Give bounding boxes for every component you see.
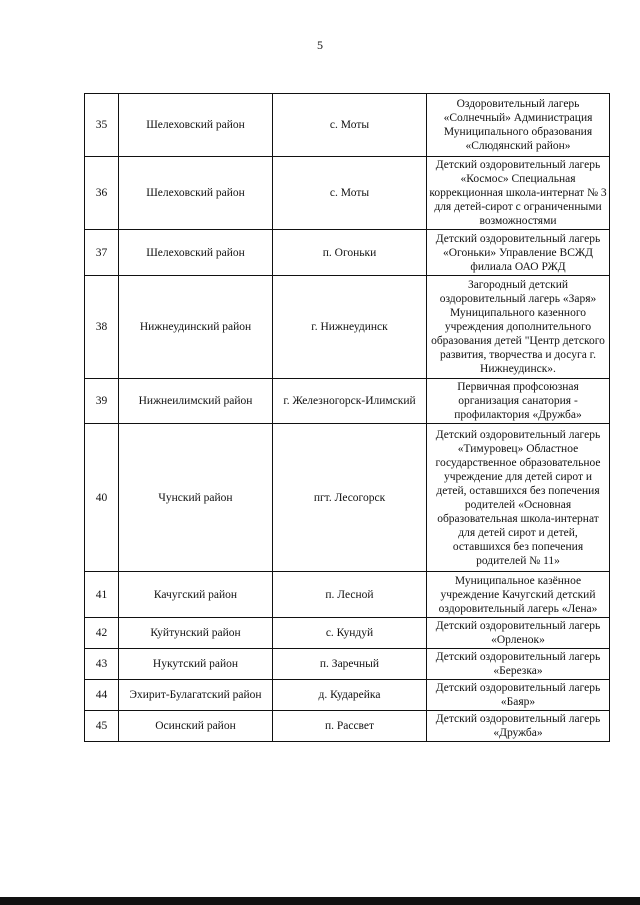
organization-cell: Детский оздоровительный лагерь «Огоньки» Управление ВСЖД филиала ОАО РЖД bbox=[427, 230, 610, 276]
district-cell: Нижнеудинский район bbox=[119, 276, 273, 379]
organization-cell: Детский оздоровительный лагерь «Космос» Специальная коррекционная школа-интернат № 3 для детей-сирот с ограниченными возможностями bbox=[427, 157, 610, 230]
table-row bbox=[85, 94, 610, 157]
table-row bbox=[85, 711, 610, 742]
row-number: 43 bbox=[85, 649, 119, 680]
row-number: 35 bbox=[85, 94, 119, 157]
table-row bbox=[85, 379, 610, 424]
district-cell: Нижнеилимский район bbox=[119, 379, 273, 424]
organization-cell: Детский оздоровительный лагерь «Березка» bbox=[427, 649, 610, 680]
locality-cell: д. Кударейка bbox=[273, 680, 427, 711]
district-cell: Шелеховский район bbox=[119, 230, 273, 276]
table-row bbox=[85, 276, 610, 379]
table-row bbox=[85, 424, 610, 572]
table-row bbox=[85, 649, 610, 680]
district-cell: Качугский район bbox=[119, 572, 273, 618]
organization-cell: Детский оздоровительный лагерь «Тимуровец» Областное государственное образовательное учреждение для детей сирот и детей, оставшихся без попечения родителей «Основная образовательная школа-интернат для детей сирот и детей, оставшихся без попечения родителей № 11» bbox=[427, 424, 610, 572]
district-cell: Шелеховский район bbox=[119, 94, 273, 157]
district-cell: Эхирит-Булагатский район bbox=[119, 680, 273, 711]
locality-cell: с. Моты bbox=[273, 157, 427, 230]
locality-cell: пгт. Лесогорск bbox=[273, 424, 427, 572]
organization-cell: Загородный детский оздоровительный лагерь «Заря» Муниципального казенного учреждения дополнительного образования детей "Центр детского развития, творчества и досуга г. Нижнеудинск». bbox=[427, 276, 610, 379]
organization-cell: Детский оздоровительный лагерь «Дружба» bbox=[427, 711, 610, 742]
organization-cell: Детский оздоровительный лагерь «Баяр» bbox=[427, 680, 610, 711]
locality-cell: п. Лесной bbox=[273, 572, 427, 618]
locality-cell: п. Рассвет bbox=[273, 711, 427, 742]
row-number: 45 bbox=[85, 711, 119, 742]
locality-cell: п. Огоньки bbox=[273, 230, 427, 276]
locality-cell: п. Заречный bbox=[273, 649, 427, 680]
table-row bbox=[85, 572, 610, 618]
district-cell: Куйтунский район bbox=[119, 618, 273, 649]
district-cell: Нукутский район bbox=[119, 649, 273, 680]
locality-cell: с. Кундуй bbox=[273, 618, 427, 649]
locality-cell: г. Нижнеудинск bbox=[273, 276, 427, 379]
organization-cell: Муниципальное казённое учреждение Качугский детский оздоровительный лагерь «Лена» bbox=[427, 572, 610, 618]
district-cell: Чунский район bbox=[119, 424, 273, 572]
camps-table bbox=[84, 93, 610, 742]
row-number: 39 bbox=[85, 379, 119, 424]
row-number: 37 bbox=[85, 230, 119, 276]
organization-cell: Оздоровительный лагерь «Солнечный» Администрация Муниципального образования «Слюдянский район» bbox=[427, 94, 610, 157]
page-number: 5 bbox=[317, 38, 323, 52]
district-cell: Осинский район bbox=[119, 711, 273, 742]
organization-cell: Первичная профсоюзная организация санатория - профилактория «Дружба» bbox=[427, 379, 610, 424]
organization-cell: Детский оздоровительный лагерь «Орленок» bbox=[427, 618, 610, 649]
district-cell: Шелеховский район bbox=[119, 157, 273, 230]
row-number: 44 bbox=[85, 680, 119, 711]
table-row bbox=[85, 680, 610, 711]
row-number: 41 bbox=[85, 572, 119, 618]
scan-edge-bar bbox=[0, 897, 640, 905]
locality-cell: с. Моты bbox=[273, 94, 427, 157]
row-number: 42 bbox=[85, 618, 119, 649]
table-row bbox=[85, 157, 610, 230]
table-row bbox=[85, 618, 610, 649]
locality-cell: г. Железногорск-Илимский bbox=[273, 379, 427, 424]
table-row bbox=[85, 230, 610, 276]
row-number: 38 bbox=[85, 276, 119, 379]
row-number: 40 bbox=[85, 424, 119, 572]
row-number: 36 bbox=[85, 157, 119, 230]
